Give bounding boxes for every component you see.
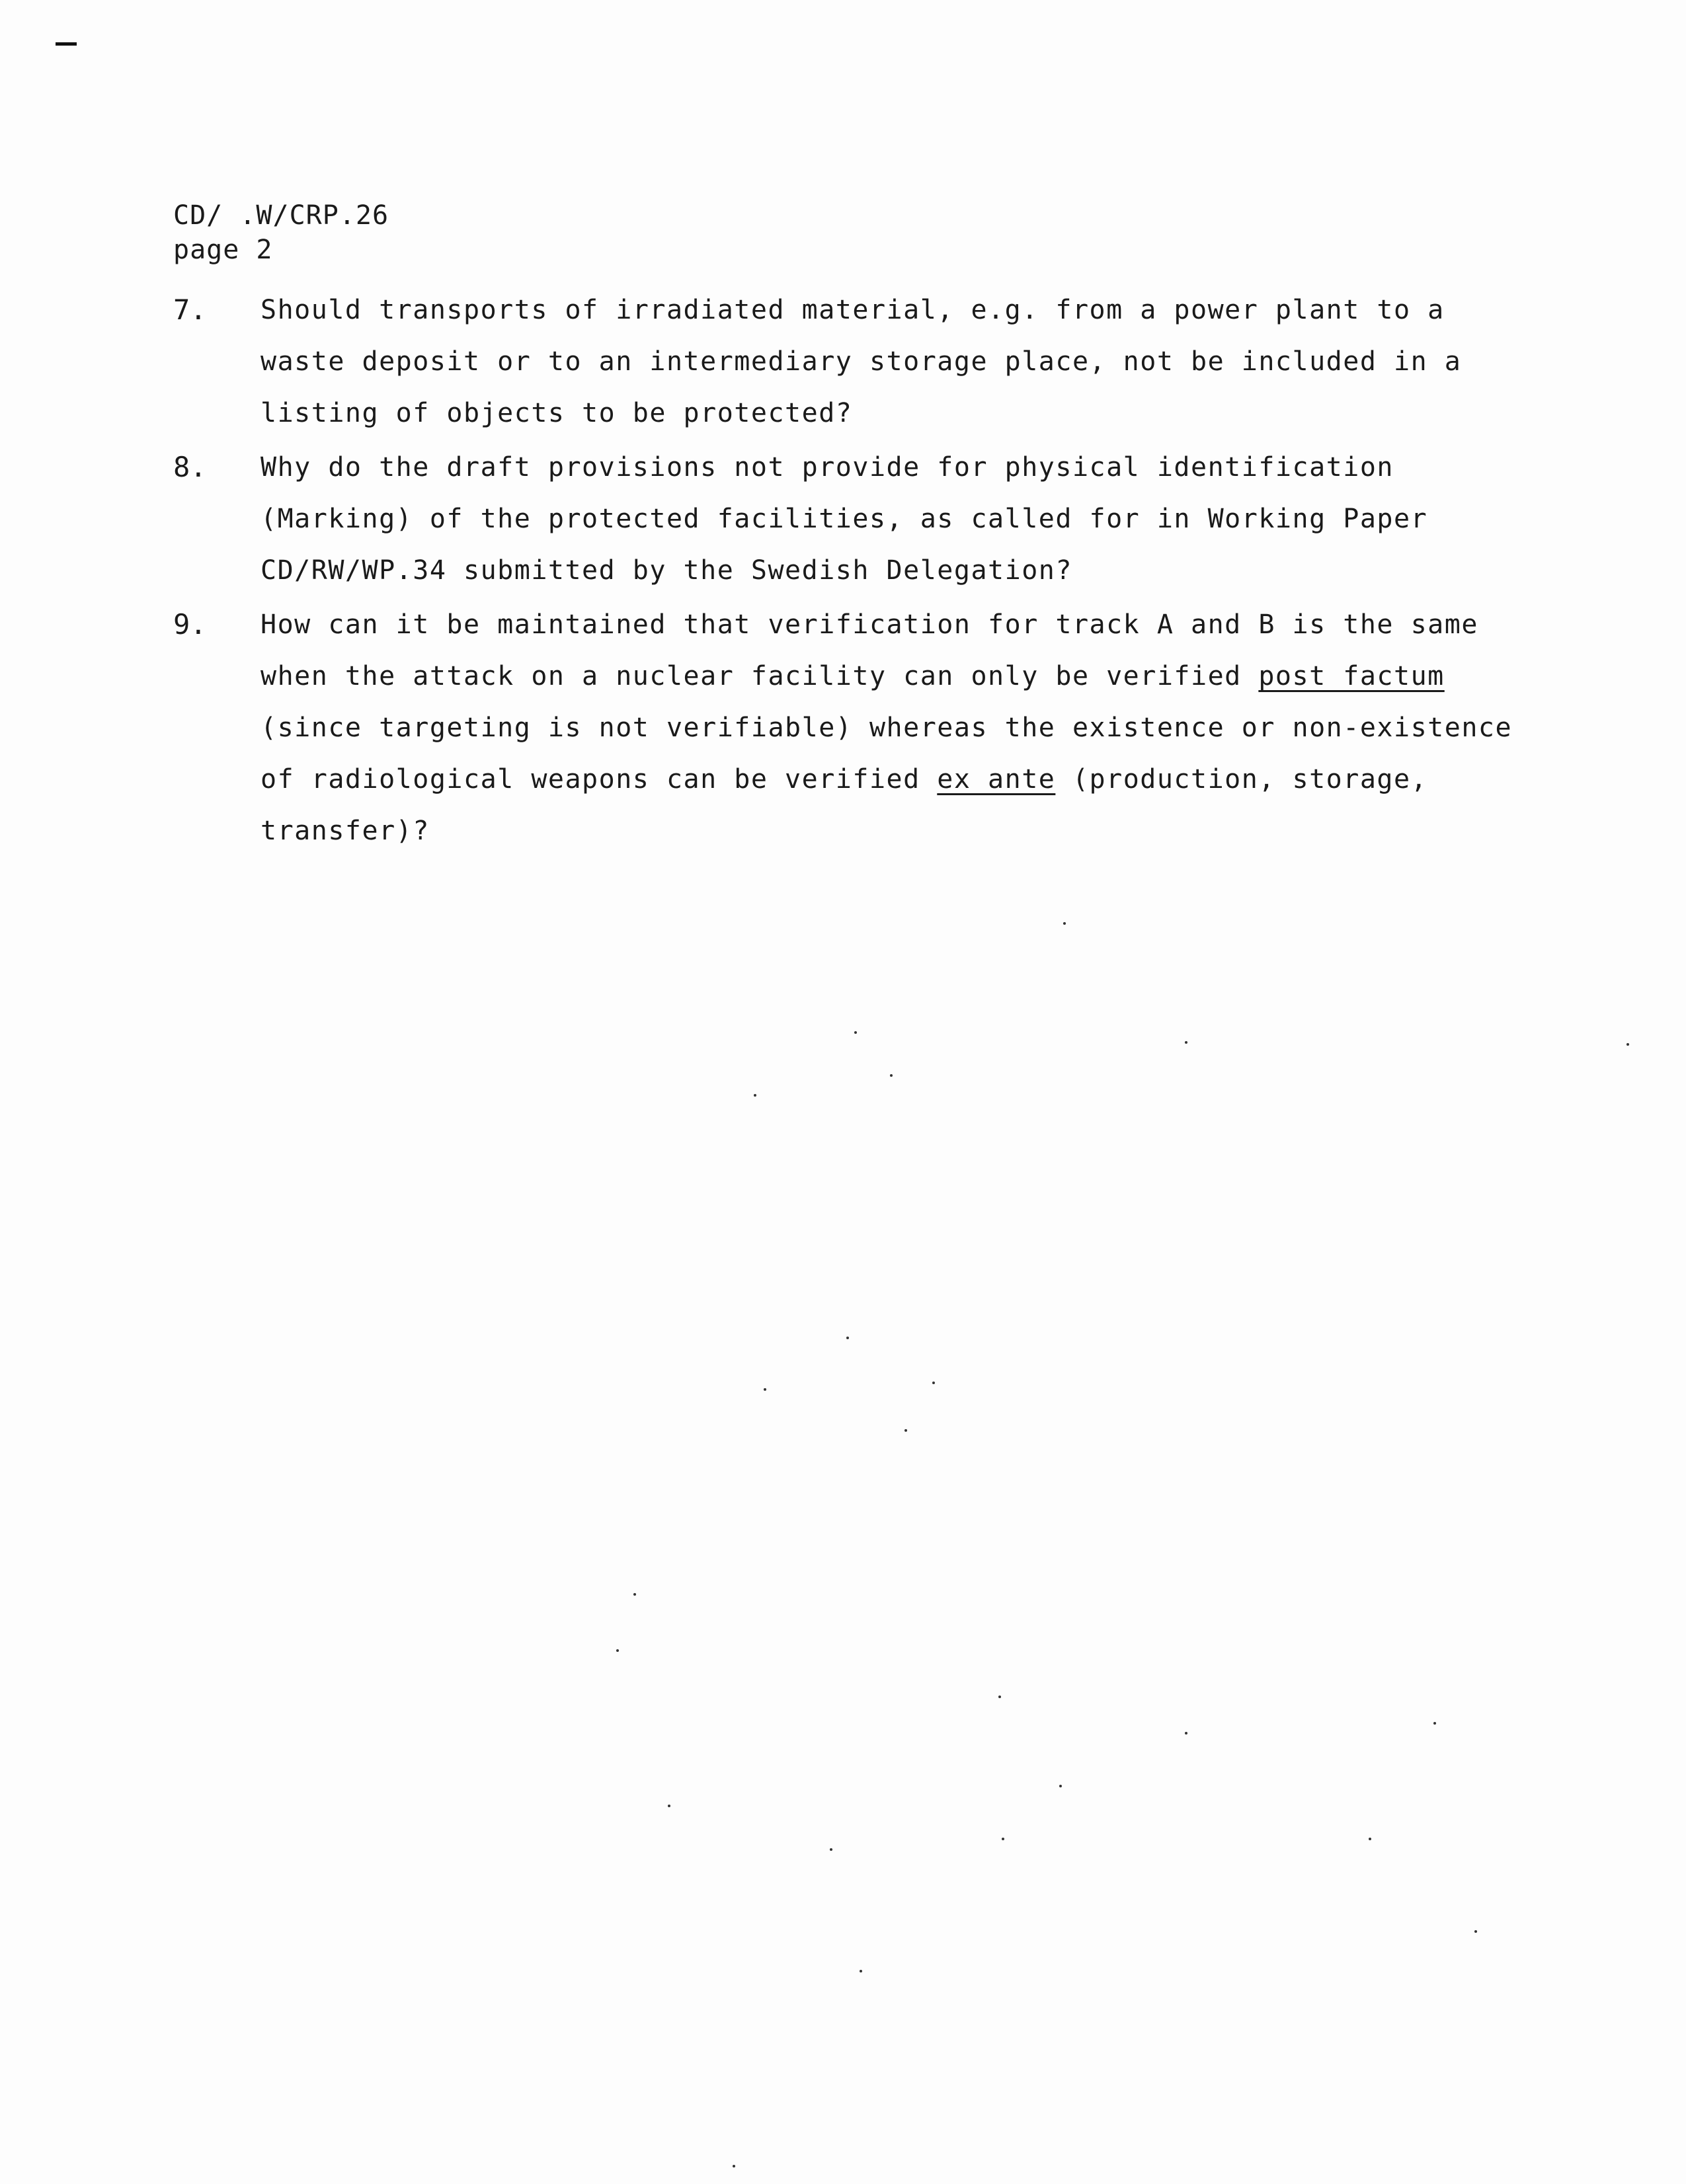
scan-speck bbox=[1059, 1785, 1062, 1787]
underlined-term-ex-ante: ex ante bbox=[937, 764, 1056, 795]
question-number: 9. bbox=[173, 608, 207, 641]
text-line: listing of objects to be protected? bbox=[261, 398, 853, 428]
scan-speck bbox=[1433, 1722, 1436, 1725]
text-line: Why do the draft provisions not provide for physical identification bbox=[261, 452, 1394, 483]
scan-speck bbox=[846, 1337, 849, 1339]
document-header bbox=[173, 198, 389, 267]
scan-speck bbox=[616, 1649, 619, 1652]
question-text bbox=[261, 599, 1517, 857]
text-line: How can it be maintained that verification for track A and B is the same bbox=[261, 609, 1478, 640]
text-line: (since targeting is not verifiable) whereas the existence or non-existence bbox=[261, 713, 1513, 743]
question-text bbox=[261, 284, 1517, 439]
scan-speck bbox=[1063, 922, 1066, 925]
question-item-9 bbox=[173, 599, 1529, 857]
scan-speck bbox=[733, 2165, 735, 2167]
page-number: page 2 bbox=[173, 235, 273, 265]
question-item-7 bbox=[173, 284, 1529, 439]
scan-speck bbox=[1474, 1930, 1477, 1933]
scan-speck bbox=[1185, 1041, 1187, 1044]
scan-speck bbox=[764, 1388, 766, 1391]
scan-speck bbox=[890, 1074, 893, 1077]
text-line: (Marking) of the protected facilities, as called for in Working Paper bbox=[261, 504, 1428, 534]
question-item-8 bbox=[173, 442, 1529, 596]
scan-speck bbox=[668, 1805, 670, 1807]
scan-speck bbox=[633, 1593, 636, 1596]
scan-speck bbox=[1002, 1838, 1004, 1840]
question-number: 8. bbox=[173, 451, 207, 483]
scan-speck bbox=[1185, 1732, 1187, 1735]
scan-speck bbox=[998, 1696, 1001, 1698]
text-line: waste deposit or to an intermediary storage place, not be included in a bbox=[261, 346, 1462, 377]
scan-speck bbox=[932, 1382, 935, 1384]
scan-speck bbox=[904, 1429, 907, 1432]
question-list bbox=[173, 284, 1529, 859]
text-segment: when the attack on a nuclear facility can only be verified bbox=[261, 661, 1259, 691]
scan-speck bbox=[1369, 1838, 1371, 1840]
text-line bbox=[261, 650, 1517, 702]
text-line: CD/RW/WP.34 submitted by the Swedish Delegation? bbox=[261, 555, 1072, 586]
document-reference: CD/ .W/CRP.26 bbox=[173, 200, 389, 231]
scan-speck bbox=[860, 1970, 862, 1972]
text-segment: of radiological weapons can be verified bbox=[261, 764, 938, 795]
question-number: 7. bbox=[173, 293, 207, 326]
text-segment: (production, storage, bbox=[1055, 764, 1428, 795]
scan-speck bbox=[854, 1031, 857, 1034]
text-line: transfer)? bbox=[261, 816, 430, 846]
scan-speck bbox=[1626, 1043, 1629, 1046]
question-text bbox=[261, 442, 1517, 596]
underlined-term-post-factum: post factum bbox=[1258, 661, 1445, 691]
text-line: Should transports of irradiated material, e.g. from a power plant to a bbox=[261, 295, 1445, 325]
scan-speck bbox=[830, 1848, 832, 1851]
text-line bbox=[261, 754, 1517, 805]
scan-mark bbox=[56, 42, 77, 46]
scan-speck bbox=[754, 1094, 756, 1097]
